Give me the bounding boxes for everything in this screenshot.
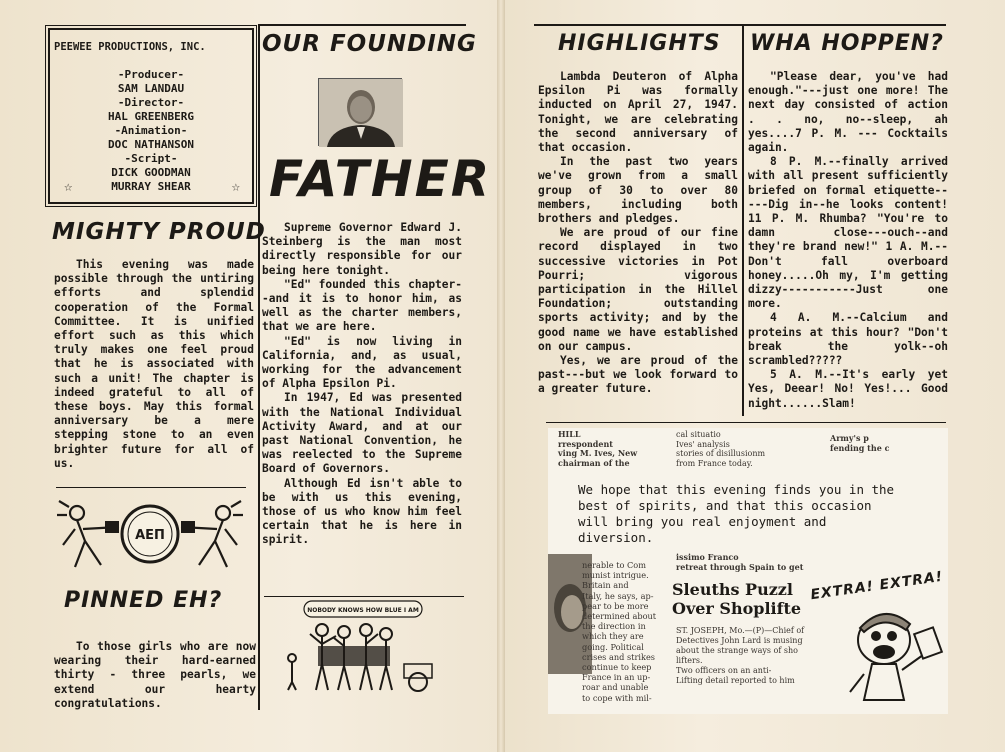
- top-rule: [534, 24, 946, 26]
- credit-line: -Animation-: [114, 124, 188, 138]
- credit-line: -Producer-: [117, 68, 185, 82]
- founding-heading-bottom: FATHER: [269, 150, 492, 208]
- founding-paragraph: "Ed" is now living in California, and, as usual, working for the advancement of Alpha Epsilon Pi.: [262, 334, 462, 391]
- cartoon-caption: NOBODY KNOWS HOW BLUE I AM: [307, 607, 419, 614]
- section-rule: [56, 487, 246, 488]
- newsboy-cartoon: [844, 600, 944, 710]
- star-icon: ☆: [231, 179, 240, 195]
- wha-hoppen-paragraph: 5 A. M.--It's early yet Yes, Deear! No! Yes!... Good night......Slam!: [748, 368, 948, 410]
- clipping-left-column: nerable to Com munist intrigue. Britain and Italy, he says, ap- pear to be more determined about the direction in which they are going. Political crises and strikes continue to keep France in an up- roar and unable to cope with mil-: [582, 560, 657, 703]
- page-fold: [497, 0, 505, 752]
- clipping-story: ST. JOSEPH, Mo.—(P)—Chief of Detectives John Lard is musing about the strange ways of sho lifters. Two officers on an anti- Lifting detail reported to him: [676, 626, 805, 685]
- highlights-paragraph: Yes, we are proud of the past---but we look forward to a greater future.: [538, 354, 738, 396]
- founding-paragraph: In 1947, Ed was presented with the National Individual Activity Award, and at our past National Convention, he was reelected to the Supreme Board of Governors.: [262, 391, 462, 476]
- clipping-top-right: Army's p fending the c: [830, 433, 890, 453]
- credit-line: -Script-: [124, 152, 178, 166]
- clipping-top-mid: cal situatio Ives' analysis stories of disillusionm from France today.: [676, 430, 766, 468]
- emblem-text: AEΠ: [135, 528, 165, 543]
- aepi-emblem-cartoon: [55, 489, 245, 579]
- credit-line: DICK GOODMAN: [111, 166, 191, 180]
- credit-line: -Director-: [117, 96, 185, 110]
- column-divider: [258, 24, 260, 710]
- highlights-text: [538, 70, 738, 397]
- highlights-paragraph: Lambda Deuteron of Alpha Epsilon Pi was formally inducted on April 27, 1947. Tonight, we are celebrating the second anniversary of that occasion.: [538, 70, 738, 155]
- newspaper-collage: [548, 428, 948, 714]
- highlights-paragraph: We are proud of our fine record displayed in two successive victories in Pot Pourri; vigorous participation in the Hillel Foundation; outstanding sports activity; and by the good name we have established on our campus.: [538, 226, 738, 353]
- wha-hoppen-heading: WHA HOPPEN?: [750, 31, 944, 56]
- extra-shout: EXTRA! EXTRA!: [809, 568, 945, 604]
- founding-paragraph: Although Ed isn't able to be with us this evening, those of us who know him feel certain that he is here in spirit.: [262, 476, 462, 547]
- founding-text: [262, 221, 462, 548]
- wha-hoppen-text: [748, 70, 948, 411]
- highlights-paragraph: In the past two years we've grown from a small group of 30 to over 80 members, including both brothers and pledges.: [538, 155, 738, 226]
- founder-photo: [318, 78, 402, 146]
- blue-cartoon: [282, 598, 442, 698]
- pinned-text: To those girls who are now wearing their hard-earned thirty - three pearls, we extend our hearty congratulations.: [54, 640, 256, 710]
- pinned-heading: PINNED EH?: [64, 588, 223, 613]
- greeting-message: We hope that this evening finds you in the best of spirits, and that this occasion will bring you real enjoyment and diversion.: [572, 480, 912, 548]
- star-icon: ☆: [64, 179, 73, 195]
- wha-hoppen-paragraph: "Please dear, you've had enough."---just one more! The next day consisted of action . . no, no--sleep, ah yes....7 P. M. --- Cocktails again.: [748, 70, 948, 155]
- column-divider: [742, 24, 744, 416]
- credit-line: HAL GREENBERG: [107, 110, 195, 124]
- top-rule: [258, 24, 466, 26]
- clipping-mid-top: issimo Franco retreat through Spain to get: [676, 552, 804, 572]
- highlights-heading: HIGHLIGHTS: [558, 31, 721, 56]
- credit-line: MURRAY SHEAR: [111, 180, 191, 194]
- founding-paragraph: Supreme Governor Edward J. Steinberg is the man most directly responsible for our being here tonight.: [262, 221, 462, 277]
- section-rule: [264, 596, 464, 597]
- credits-box: [48, 28, 254, 204]
- mighty-proud-heading: MIGHTY PROUD: [52, 219, 266, 245]
- founding-heading-top: OUR FOUNDING: [262, 31, 477, 57]
- section-rule: [546, 422, 946, 423]
- credit-line: SAM LANDAU: [117, 82, 185, 96]
- founding-paragraph: "Ed" founded this chapter--and it is to honor him, as well as the charter members, that we are here.: [262, 277, 462, 334]
- mighty-proud-text: This evening was made possible through the untiring efforts and splendid cooperation of the Formal Committee. It is unified effort such as this which truly makes one feel proud that he is associated with such a unit! The chapter is indeed grateful to all of these boys. May this formal anniversary be a mere stepping stone to an even brighter future for all of us.: [54, 258, 254, 470]
- company-name: PEEWEE PRODUCTIONS, INC.: [54, 41, 206, 53]
- credit-line: DOC NATHANSON: [107, 138, 195, 152]
- wha-hoppen-paragraph: 4 A. M.--Calcium and proteins at this hour? "Don't break the yolk--oh scrambled?????: [748, 311, 948, 368]
- clipping-headline: Sleuths Puzzl Over Shoplifte: [672, 580, 802, 618]
- wha-hoppen-paragraph: 8 P. M.--finally arrived with all present sufficiently briefed on formal etiquette-----Dig in--he looks content! 11 P. M. Rhumba? "You're to damn close---ouch--and they're brand new!" 1 A. M.--Don't fall overboard honey.....Oh my, I'm getting dizzy-----------Just one more.: [748, 155, 948, 311]
- clipping-top-left: HILL rrespondent ving M. Ives, New chairman of the: [558, 429, 638, 468]
